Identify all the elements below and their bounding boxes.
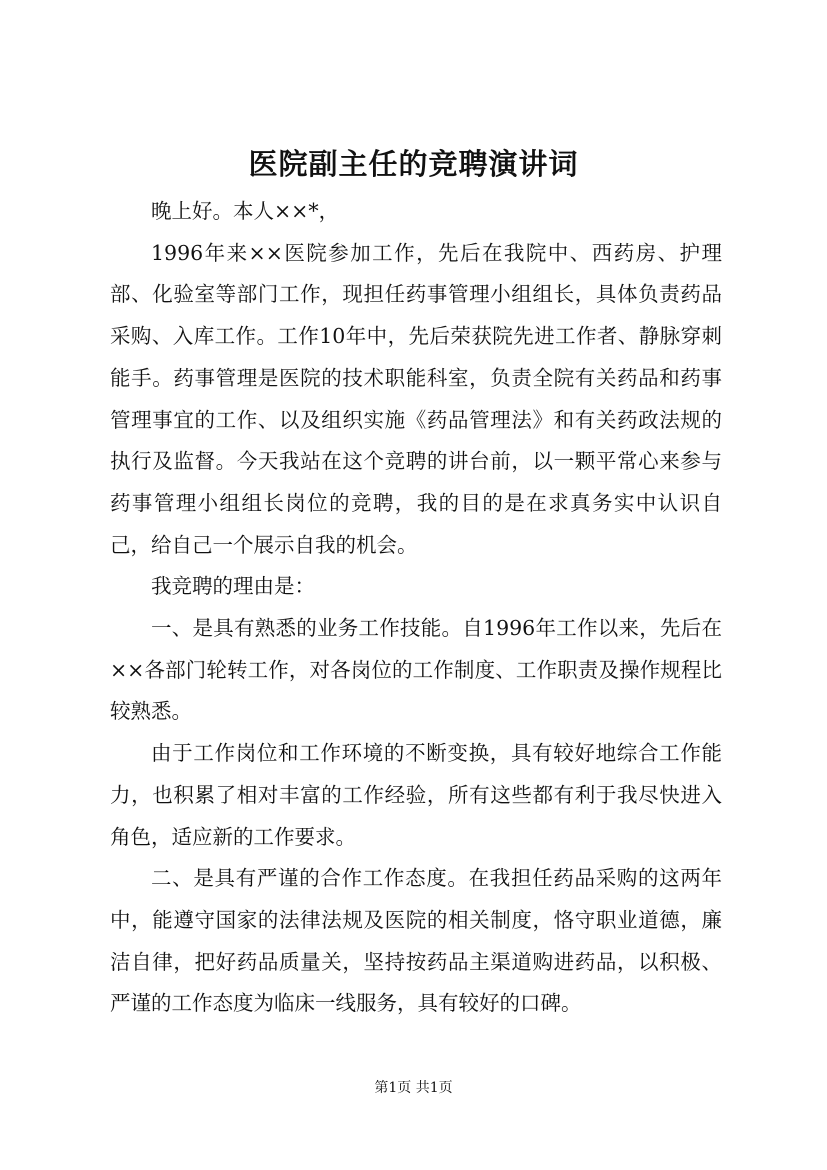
paragraph-background: 1996年来××医院参加工作，先后在我院中、西药房、护理部、化验室等部门工作，现担任药事管理小组组长，具体负责药品采购、入库工作。工作10年中，先后荣获院先进工作者、静脉穿刺能手。药事管理是医院的技术职能科室，负责全院有关药品和药事管理事宜的工作、以及组织实施《药品管理法》和有关药政法规的执行及监督。今天我站在这个竞聘的讲台前，以一颗平常心来参与药事管理小组组长岗位的竞聘，我的目的是在求真务实中认识自己，给自己一个展示自我的机会。	[110, 240, 722, 557]
document-title: 医院副主任的竞聘演讲词	[248, 147, 579, 181]
paragraph-reasons-intro: 我竞聘的理由是：	[151, 574, 315, 599]
paragraph-greeting: 晚上好。本人××*，	[151, 199, 340, 223]
document-body	[110, 191, 722, 1025]
paragraph-reason-two: 二、是具有严谨的合作工作态度。在我担任药品采购的这两年中，能遵守国家的法律法规及医院的相关制度，恪守职业道德，廉洁自律，把好药品质量关，坚持按药品主渠道购进药品，以积极、严谨的工作态度为临床一线服务，具有较好的口碑。	[110, 866, 722, 1016]
page-number-footer: 第1页 共1页	[374, 1080, 453, 1096]
paragraph-reason-one: 一、是具有熟悉的业务工作技能。自1996年工作以来，先后在××各部门轮转工作，对各岗位的工作制度、工作职责及操作规程比较熟悉。	[110, 616, 722, 724]
paragraph-experience: 由于工作岗位和工作环境的不断变换，具有较好地综合工作能力，也积累了相对丰富的工作经验，所有这些都有利于我尽快进入角色，适应新的工作要求。	[110, 741, 722, 849]
